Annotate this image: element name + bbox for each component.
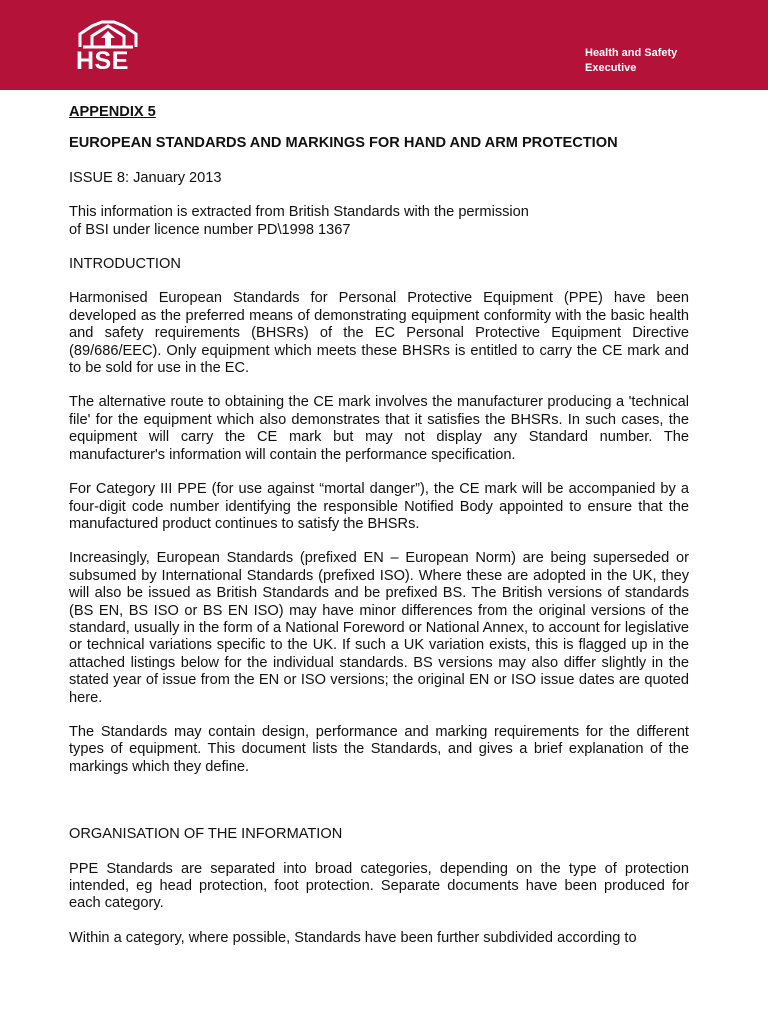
licence-notice bbox=[69, 204, 689, 239]
paragraph-international-standards: Increasingly, European Standards (prefixed EN – European Norm) are being superseded or subsumed by International Standards (prefixed ISO). Where these are adopted in the UK, they will also be issued as British Standards and be prefixed BS. The British versions of standards (BS EN, BS ISO or BS EN ISO) may have minor differences from the original versions of the standard, usually in the form of a National Foreword or National Annex, to account for legislative or technical variations specific to the UK. If such a UK variation exists, this is flagged up in the attached listings below for the individual standards. BS versions may also differ slightly in the stated year of issue from the EN or ISO versions; the original EN or ISO issue dates are quoted here. bbox=[69, 550, 689, 706]
licence-line-2: of BSI under licence number PD\1998 1367 bbox=[69, 221, 351, 238]
paragraph-harmonised-standards: Harmonised European Standards for Personal Protective Equipment (PPE) have been developed as the preferred means of demonstrating equipment conformity with the basic health and safety requirements (BHSRs) of the EC Personal Protective Equipment Directive (89/686/EEC). Only equipment which meets these BHSRs is entitled to carry the CE mark and to be sold for use in the EC. bbox=[69, 290, 689, 377]
hse-logo-text: HSE bbox=[76, 47, 129, 75]
paragraph-technical-file: The alternative route to obtaining the CE mark involves the manufacturer producing a 'technical file' for the equipment which also demonstrates that it satisfies the BHSRs. In such cases, the equipment will carry the CE mark but may not display any Standard number. The manufacturer's information will contain the performance specification. bbox=[69, 394, 689, 463]
organisation-name-line-1: Health and Safety bbox=[585, 47, 678, 59]
paragraph-ppe-categories: PPE Standards are separated into broad categories, depending on the type of protection intended, eg head protection, foot protection. Separate documents have been produced for each category. bbox=[69, 860, 689, 912]
licence-line-1: This information is extracted from British Standards with the permission bbox=[69, 204, 529, 221]
organisation-heading: ORGANISATION OF THE INFORMATION bbox=[69, 826, 343, 843]
header-banner bbox=[0, 0, 768, 90]
introduction-heading: INTRODUCTION bbox=[69, 256, 181, 273]
organisation-name-line-2: Executive bbox=[585, 62, 637, 74]
paragraph-category-subdivision: Within a category, where possible, Standards have been further subdivided according to bbox=[69, 929, 637, 946]
appendix-heading: APPENDIX 5 bbox=[69, 104, 156, 120]
document-title: EUROPEAN STANDARDS AND MARKINGS FOR HAND AND ARM PROTECTION bbox=[69, 135, 618, 152]
organisation-name bbox=[585, 46, 677, 76]
document-body bbox=[69, 104, 689, 947]
paragraph-category-three: For Category III PPE (for use against “mortal danger”), the CE mark will be accompanied by a four-digit code number identifying the responsible Notified Body appointed to ensure that the manufactured product continues to satisfy the BHSRs. bbox=[69, 481, 689, 532]
paragraph-standards-content: The Standards may contain design, performance and marking requirements for the different types of equipment. This document lists the Standards, and gives a brief explanation of the markings which they define. bbox=[69, 723, 689, 775]
issue-date: ISSUE 8: January 2013 bbox=[69, 169, 222, 186]
